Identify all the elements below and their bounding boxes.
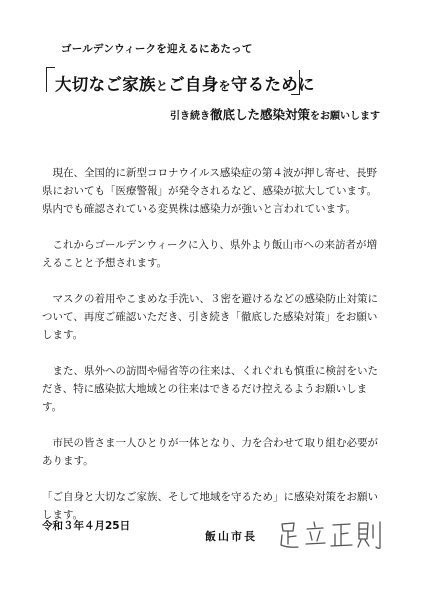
title-part: 守るために xyxy=(230,75,315,94)
title-box xyxy=(46,67,315,95)
paragraph: 「ご自身と大切なご家族、そして地域を守るため」に感染対策をお願いします。 xyxy=(42,491,378,521)
title-part: ご自身 xyxy=(168,75,219,94)
paragraph: また、県外への訪問や帰省等の往来は、くれぐれも慎重に検討をいただき、特に感染拡大地域との往来はできるだけ控えるようお願いします。 xyxy=(42,365,378,413)
subtitle xyxy=(170,105,380,123)
handwritten-signature xyxy=(276,518,386,552)
title-bracket-top-left xyxy=(46,67,55,92)
paragraph: これからゴールデンウィークに入り、県外より飯山市への来訪者が増えることと予想されます。 xyxy=(42,239,377,269)
paragraph: 現在、全国的に新型コロナウイルス感染症の第４波が押し寄せ、長野県においても「医療警報」が発令されるなど、感染が拡大しています。県内でも確認されている変異株は感染力が強いと言われています。 xyxy=(42,167,378,215)
subtitle-part: 引き続き xyxy=(169,111,210,122)
issue-date: 令和３年４月25日 xyxy=(42,520,131,532)
title-part: と xyxy=(155,79,169,93)
main-title xyxy=(55,71,315,95)
eyebrow-heading: ゴールデンウィークを迎えるにあたって xyxy=(61,43,253,55)
title-part: を xyxy=(218,79,231,93)
subtitle-part: 徹底した感染対策 xyxy=(209,107,310,122)
paragraph: マスクの着用やこまめな手洗い、３密を避けるなどの感染防止対策について、再度ご確認いただき、引き続き「徹底した感染対策」をお願いします。 xyxy=(42,293,378,341)
subtitle-part: をお願いします xyxy=(310,111,380,122)
paragraph: 市民の皆さま一人ひとりが一体となり、力を合わせて取り組む必要があります。 xyxy=(42,437,378,467)
mayor-title: 飯山市長 xyxy=(205,530,257,543)
title-part: 大切なご家族 xyxy=(55,75,156,94)
body-text xyxy=(42,164,382,542)
